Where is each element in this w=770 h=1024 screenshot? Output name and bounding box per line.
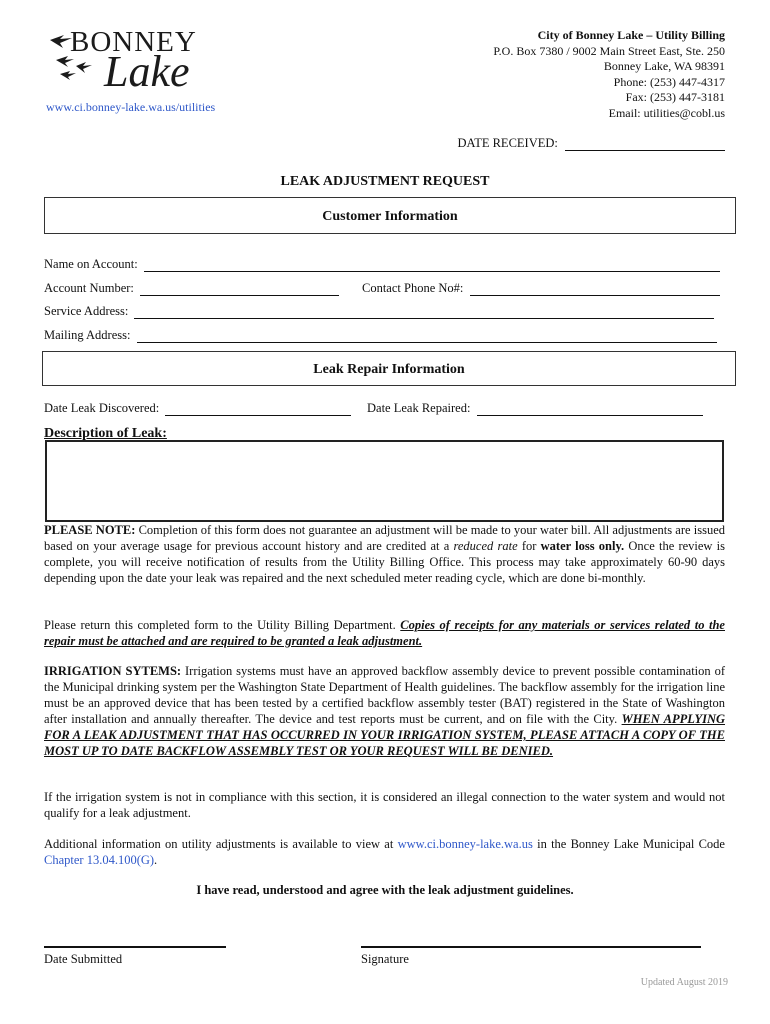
discovered-row [44, 401, 351, 416]
mailing-row [44, 328, 717, 343]
repaired-label: Date Leak Repaired: [367, 401, 471, 415]
irrigation-text: Irrigation systems must have an approved backflow assembly device to prevent possible contamination of the Municipal drinking system per the Washington State Department of Health guidelines. The backflow assembly for the irrigation line must be an approved device that has been tested by a certified backflow assembly tester (BAT) registered in the State of Washington after installation and annually thereafter. The device and test reports must be current, and on file with the City. [44, 664, 725, 726]
irrigation-lead: IRRIGATION SYTEMS: [44, 664, 182, 678]
return-paragraph [44, 617, 725, 649]
return-text: Please return this completed form to the Utility Billing Department. [44, 618, 401, 632]
description-label: Description of Leak: [44, 426, 167, 441]
service-label: Service Address: [44, 304, 129, 318]
leak-repair-heading: Leak Repair Information [42, 351, 736, 386]
compliance-paragraph: If the irrigation system is not in compliance with this section, it is considered an illegal connection to the water system and would not qualify for a leak adjustment. [44, 790, 725, 820]
repaired-row [367, 401, 703, 416]
date-received-label: DATE RECEIVED: [457, 136, 558, 150]
repaired-field[interactable] [477, 403, 703, 416]
logo-text-bonney: BONNEY [70, 26, 197, 58]
utilities-website-link[interactable]: www.ci.bonney-lake.wa.us/utilities [46, 100, 216, 114]
irrigation-emphasis: WHEN APPLYING FOR A LEAK ADJUSTMENT THAT HAS OCCURRED IN YOUR IRRIGATION SYSTEM, PLEASE ATTACH A COPY OF THE MOST UP TO DATE BACKFLOW ASSEMBLY TEST OR YOUR REQUEST WILL BE DENIED. [44, 712, 725, 758]
mailing-label: Mailing Address: [44, 328, 131, 342]
note-text-3: Once the review is complete, you will receive notification of results from the Utility Billing Office. This process may take approximately 60-90 days depending upon the date your leak was repaired and the next scheduled meter reading cycle, which are done bi-monthly. [44, 539, 726, 585]
account-label: Account Number: [44, 281, 134, 295]
account-field[interactable] [140, 283, 339, 296]
name-field[interactable] [144, 259, 720, 272]
description-textarea[interactable] [45, 440, 724, 522]
additional-text-2: in the Bonney Lake Municipal Code [532, 837, 725, 851]
return-emphasis: Copies of receipts for any materials or services related to the repair must be attached and are required to be granted a leak adjustment. [44, 618, 725, 648]
please-note-paragraph [44, 522, 725, 586]
fax: Fax: (253) 447-3181 [625, 90, 725, 104]
org-name: City of Bonney Lake – Utility Billing [537, 28, 725, 42]
utility-billing-address [493, 28, 725, 121]
contact-label: Contact Phone No#: [362, 281, 464, 295]
customer-info-heading: Customer Information [44, 197, 736, 234]
note-text-1: Completion of this form does not guarantee an adjustment will be made to your water bill. All adjustments are issued based on your average usage for previous account history and are credited at a [44, 523, 726, 553]
bonney-lake-logo [46, 26, 216, 96]
updated-date: Updated August 2019 [640, 977, 728, 988]
service-address-field[interactable] [134, 306, 714, 319]
signature-label: Signature [361, 952, 409, 966]
note-italic: reduced rate [453, 539, 518, 553]
additional-text-1: Additional information on utility adjustments is available to view at [44, 837, 398, 851]
note-bold: water loss only. [540, 539, 625, 553]
logo-text-lake: Lake [104, 47, 190, 96]
discovered-field[interactable] [165, 403, 351, 416]
service-row [44, 304, 714, 319]
date-submitted-label: Date Submitted [44, 952, 123, 966]
form-title: LEAK ADJUSTMENT REQUEST [280, 174, 490, 189]
name-row [44, 257, 720, 272]
name-label: Name on Account: [44, 257, 138, 271]
contact-row [362, 281, 720, 296]
date-submitted-line[interactable] [44, 946, 226, 948]
municipal-website-link[interactable]: www.ci.bonney-lake.wa.us [397, 837, 533, 851]
email: Email: utilities@cobl.us [608, 105, 725, 120]
agreement-statement: I have read, understood and agree with the leak adjustment guidelines. [196, 883, 574, 897]
note-lead: PLEASE NOTE: [44, 523, 136, 537]
mailing-address-field[interactable] [137, 330, 717, 343]
date-received-field[interactable] [565, 138, 725, 151]
additional-text-3: . [154, 853, 158, 867]
signature-line[interactable] [361, 946, 701, 948]
phone: Phone: (253) 447-4317 [613, 74, 725, 89]
discovered-label: Date Leak Discovered: [44, 401, 160, 415]
address-line-1: P.O. Box 7380 / 9002 Main Street East, Ste. 250 [493, 43, 725, 58]
note-text-2: for [517, 539, 541, 553]
contact-field[interactable] [470, 283, 720, 296]
date-received-row [458, 136, 725, 151]
additional-info-paragraph [44, 836, 725, 868]
irrigation-paragraph [44, 663, 725, 759]
chapter-link[interactable]: Chapter 13.04.100(G) [44, 853, 155, 867]
address-line-2: Bonney Lake, WA 98391 [603, 59, 725, 73]
account-row [44, 281, 339, 296]
